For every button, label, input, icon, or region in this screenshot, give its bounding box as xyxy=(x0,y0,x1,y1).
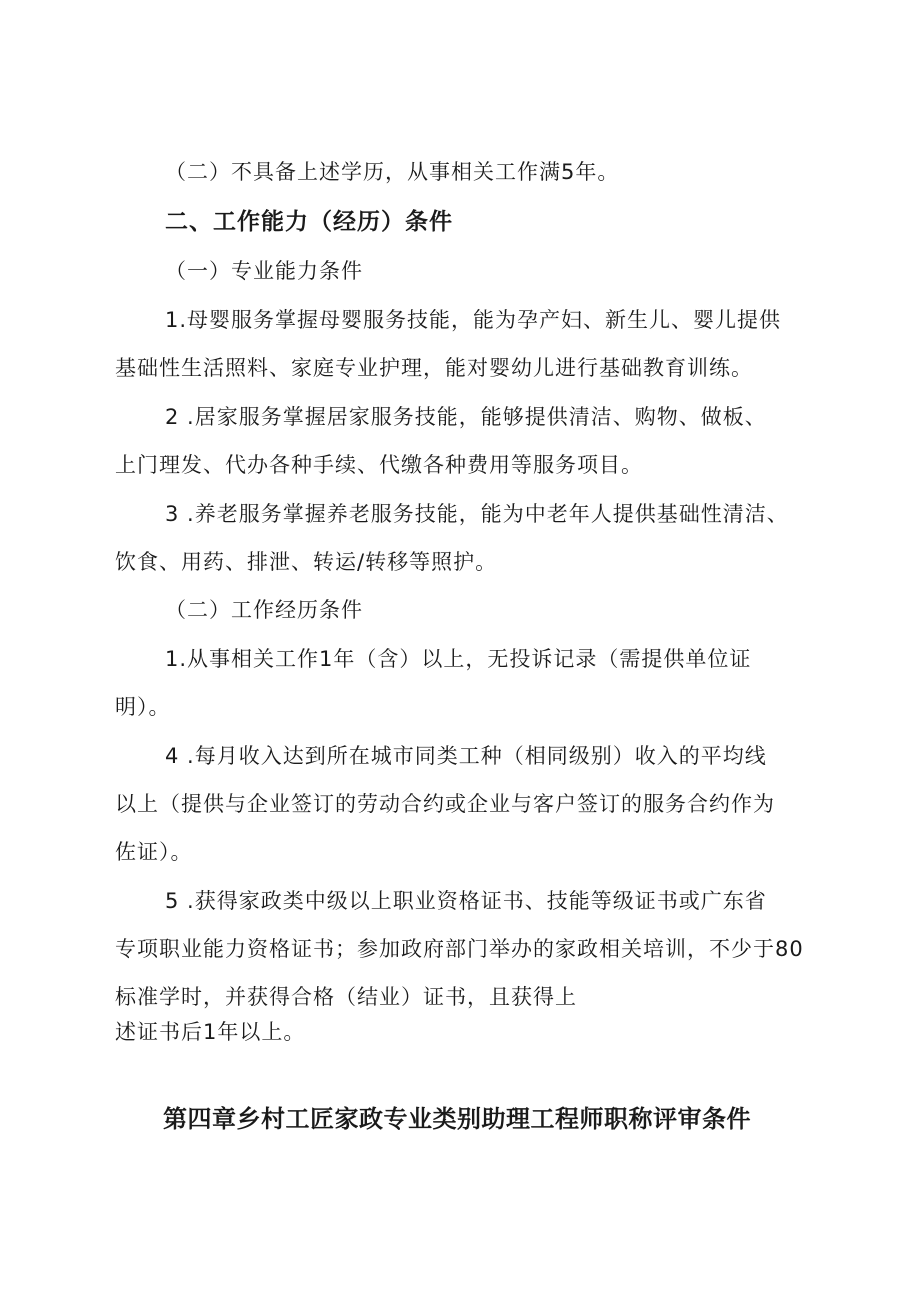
subsection-professional-ability: （一）专业能力条件 xyxy=(165,259,363,283)
paragraph-education-alt: （二）不具备上述学历，从事相关工作满5年。 xyxy=(165,160,620,184)
chapter-title: 第四章乡村工匠家政专业类别助理工程师职称评审条件 xyxy=(163,1105,751,1133)
item-home-service-line1: 2 .居家服务掌握居家服务技能，能够提供清洁、购物、做板、 xyxy=(165,405,767,429)
item-work-years-line2: 明）。 xyxy=(115,695,171,719)
item-work-years-line1: 1.从事相关工作1年（含）以上，无投诉记录（需提供单位证 xyxy=(165,647,752,671)
item-elderly-care-line1: 3 .养老服务掌握养老服务技能，能为中老年人提供基础性清洁、 xyxy=(165,502,789,526)
item-certificate-line3: 标准学时，并获得合格（结业）证书，且获得上 xyxy=(115,985,577,1009)
section-heading-work-ability: 二、工作能力（经历）条件 xyxy=(165,209,453,235)
item-elderly-care-line2: 饮食、用药、排泄、转运/转移等照护。 xyxy=(115,550,498,574)
item-certificate-line2: 专项职业能力资格证书；参加政府部门举办的家政相关培训，不少于80 xyxy=(115,937,804,961)
item-income-line3: 佐证）。 xyxy=(115,840,193,864)
item-income-line2: 以上（提供与企业签订的劳动合约或企业与客户签订的服务合约作为 xyxy=(115,792,775,816)
item-certificate-line4: 述证书后1年以上。 xyxy=(115,1020,306,1044)
item-certificate-line1: 5 .获得家政类中级以上职业资格证书、技能等级证书或广东省 xyxy=(165,889,767,913)
item-income-line1: 4 .每月收入达到所在城市同类工种（相同级别）收入的平均线 xyxy=(165,744,767,768)
item-maternal-infant-line2: 基础性生活照料、家庭专业护理，能对婴幼儿进行基础教育训练。 xyxy=(115,356,753,380)
subsection-work-experience: （二）工作经历条件 xyxy=(165,598,363,622)
item-maternal-infant-line1: 1.母婴服务掌握母婴服务技能，能为孕产妇、新生儿、婴儿提供 xyxy=(165,308,782,332)
item-home-service-line2: 上门理发、代办各种手续、代缴各种费用等服务项目。 xyxy=(115,453,643,477)
